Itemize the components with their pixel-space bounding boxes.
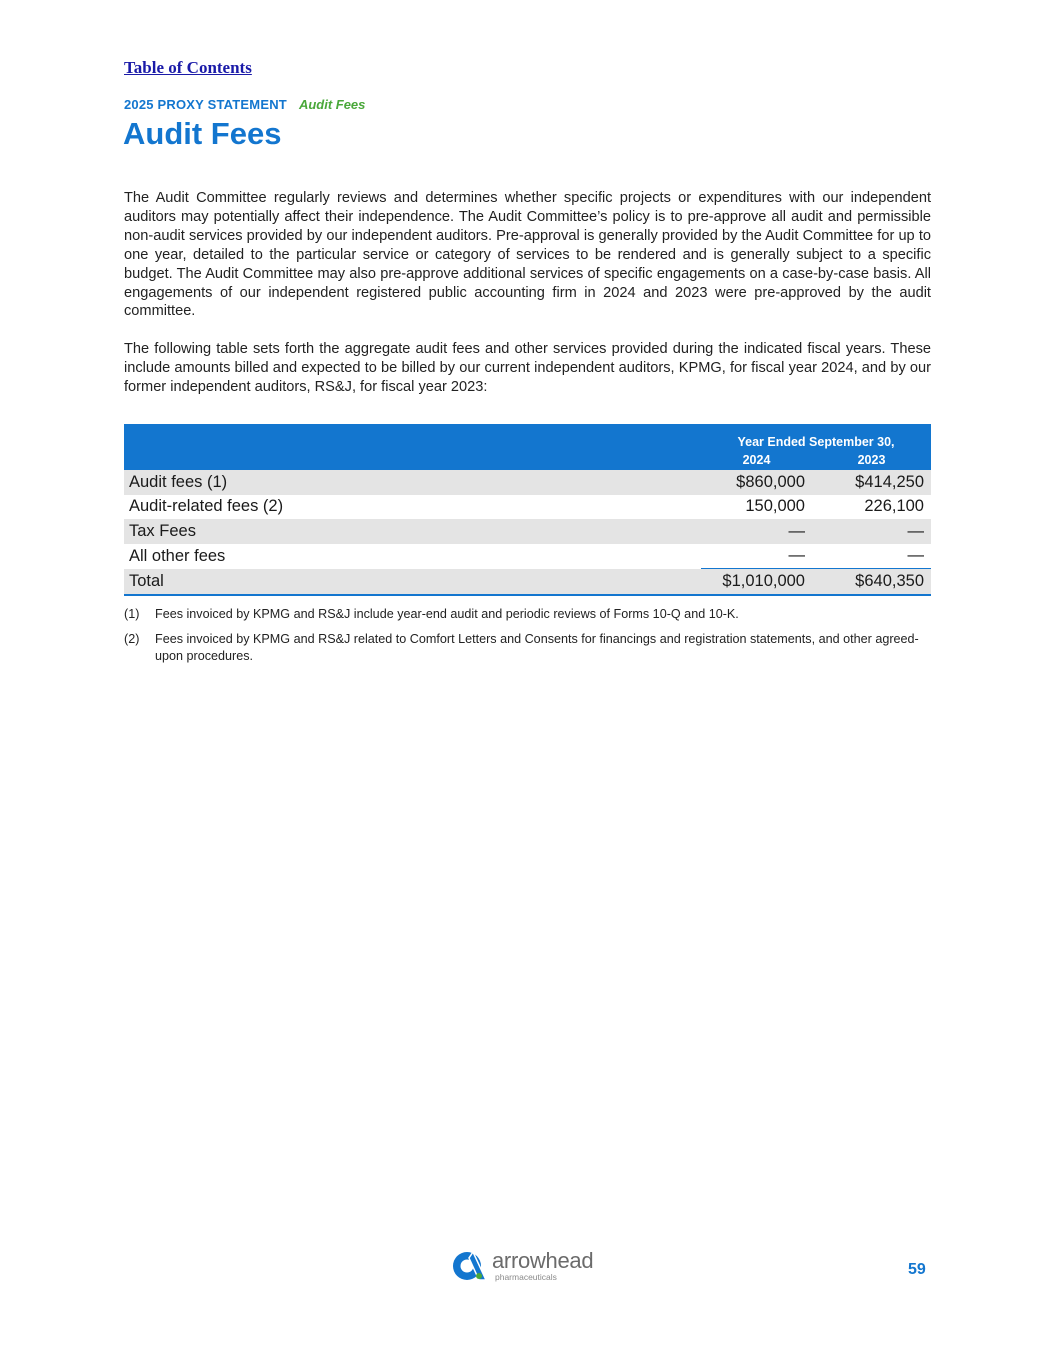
arrowhead-logo-mark-icon [452,1249,488,1283]
table-header-blank [124,449,701,470]
intro-paragraph: The Audit Committee regularly reviews and determines whether specific projects or expenditures with our independent auditors may potentially affect their independence. The Audit Committee’s policy is to pre-approve all audit and permissible non-audit services provided by our independent auditors. Pre-approval is generally provided by the Audit Committee for up to one year, detailed to the particular service or category of services to be rendered and is generally subject to a specific budget. The Audit Committee may also pre-approve additional services of specific engagements on a case-by-case basis. All engagements of our independent registered public accounting firm in 2024 and 2023 were pre-approved by the audit committee. [124,190,931,320]
footnote-marker: (1) [124,607,140,621]
row-label: Audit fees (1) [124,470,701,495]
logo-word: arrowhead [492,1248,594,1274]
value-2024: — [701,544,812,569]
table-total-row [124,569,931,595]
table-row [124,519,931,544]
footnotes [124,606,931,673]
logo-wordmark [492,1250,593,1282]
year-header-2024: 2024 [701,449,812,470]
row-label: Audit-related fees (2) [129,497,284,516]
year-header-2023: 2023 [812,449,931,470]
value-2023: $414,250 [812,470,931,495]
table-row [124,495,931,520]
table-group-header: Year Ended September 30, [701,424,931,449]
page-number: 59 [908,1261,926,1278]
footnote-text: Fees invoiced by KPMG and RS&J include year-end audit and periodic reviews of Forms 10-Q and 10-K. [155,607,739,621]
value-2024: 150,000 [745,497,805,516]
footnote [124,631,931,665]
row-label: Tax Fees [124,519,701,544]
page-title: Audit Fees [123,116,282,151]
footnote [124,606,931,623]
table-row [124,544,931,569]
footnote-marker: (2) [124,632,140,646]
table-header-blank [124,424,701,449]
value-2024: $1,010,000 [701,569,812,595]
arrowhead-logo [452,1249,593,1283]
value-2024: — [701,519,812,544]
audit-fees-table [124,424,931,596]
footnote-text: Fees invoiced by KPMG and RS&J related to Comfort Letters and Consents for financings and registration statements, and other agreed-upon procedures. [155,632,919,663]
table-row [124,470,931,495]
value-2023: — [812,519,931,544]
row-label: All other fees [129,546,226,565]
section-name: Audit Fees [298,97,366,112]
value-2024: $860,000 [701,470,812,495]
section-header [124,97,365,112]
table-of-contents-link[interactable]: Table of Contents [124,58,252,77]
logo-subword: pharmaceuticals [495,1272,557,1283]
value-2023: $640,350 [812,569,931,595]
table-intro-paragraph: The following table sets forth the aggregate audit fees and other services provided during the indicated fiscal years. These include amounts billed and expected to be billed by our current independent auditors, KPMG, for fiscal year 2024, and by our former independent auditors, RS&J, for fiscal year 2023: [124,341,931,395]
value-2023: 226,100 [864,497,924,516]
row-label: Total [124,569,701,595]
document-name: 2025 PROXY STATEMENT [124,97,287,112]
value-2023: — [812,544,931,569]
